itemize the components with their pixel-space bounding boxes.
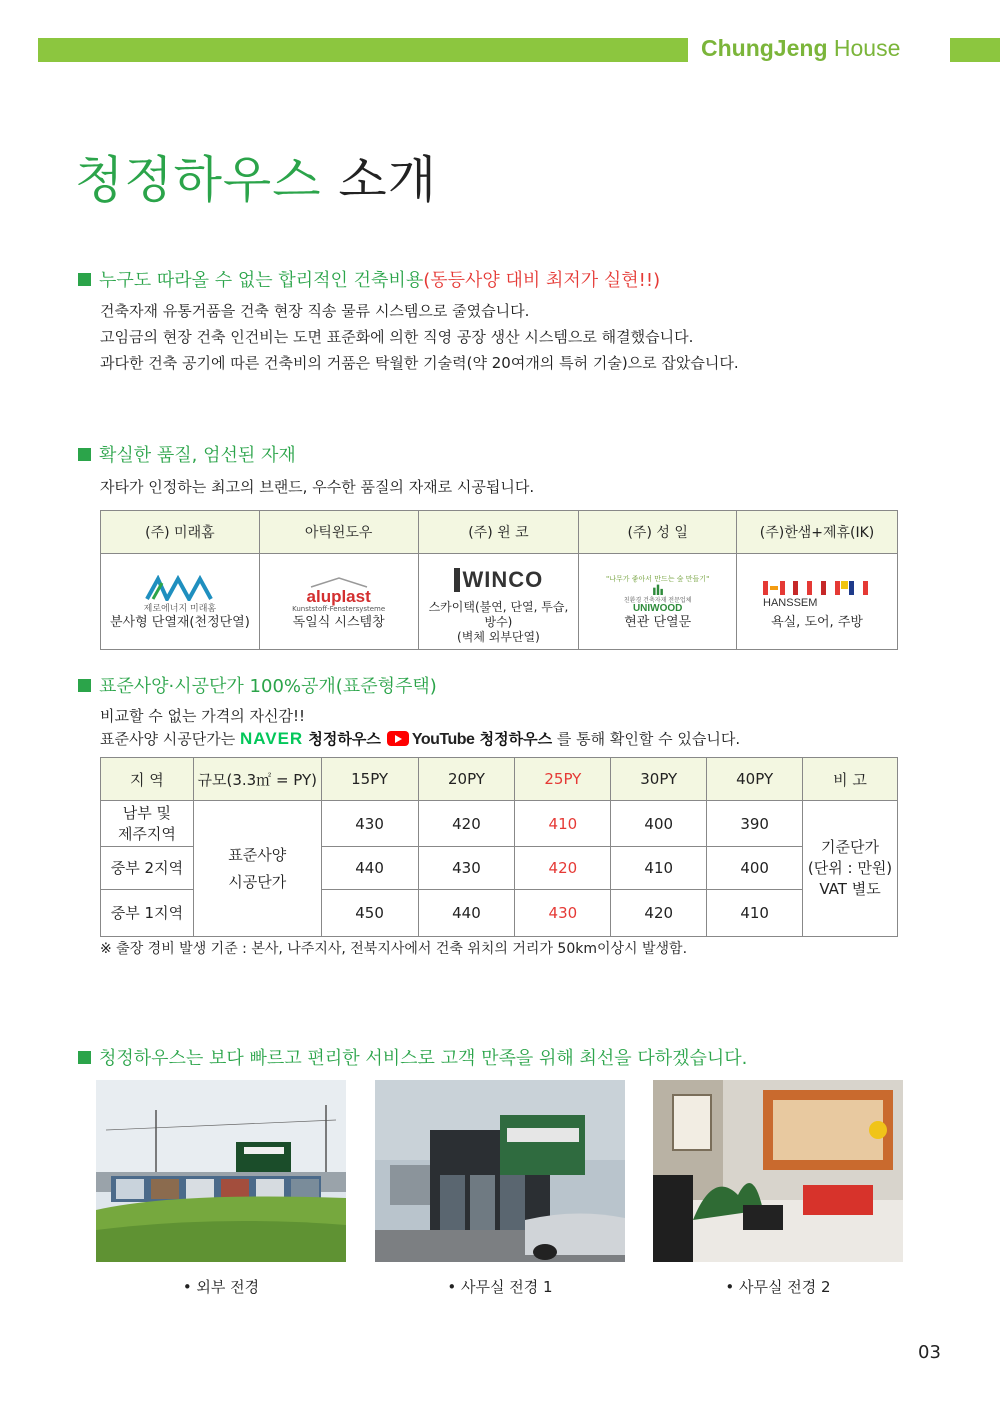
col-header: 20PY [418, 758, 515, 801]
title-black: 소개 [321, 151, 437, 209]
miraehome-logo-icon: 제로에너지 미래홈 [105, 574, 255, 614]
col-header: 30PY [611, 758, 707, 801]
col-header: 40PY [707, 758, 803, 801]
top-banner [38, 35, 962, 62]
price-cell: 410 [611, 847, 707, 890]
banner-stripe-right [950, 38, 1000, 62]
col-header: 15PY [321, 758, 418, 801]
price-table [100, 757, 898, 937]
spec-cell: 표준사양 시공단가 [193, 801, 321, 937]
price-cell: 420 [515, 847, 611, 890]
region-cell: 중부 2지역 [101, 847, 194, 890]
brand-cell-miraehome: 제로에너지 미래홈 분사형 단열재(천정단열) [101, 554, 260, 650]
col-header: 규모(3.3㎡ = PY) [193, 758, 321, 801]
brand-cell-hanssem: HANSSEM 욕실, 도어, 주방 [737, 554, 898, 650]
photo-caption: • 사무실 전경 2 [725, 1278, 831, 1296]
winco-logo-icon: WINCO [423, 560, 575, 600]
brand-name: ChungJeng House [701, 35, 901, 61]
section3-line2: 표준사양 시공단가는 NAVER 청정하우스 YouTube 청정하우스 를 통해 확인할 수 있습니다. [100, 729, 741, 748]
brand-cell-uniwood: "나무가 좋아서 만드는 숲 만들기" 친환경 건축자재 전문업체 UNIWOOD 현관 단열문 [579, 554, 737, 650]
section2-body: 자타가 인정하는 최고의 브랜드, 우수한 품질의 자재로 시공됩니다. [100, 478, 535, 496]
section3-heading: 표준사양·시공단가 100%공개(표준형주택) [78, 672, 437, 698]
bullet-square-icon [78, 679, 91, 692]
brand-company: (주) 윈 코 [418, 511, 579, 554]
page-title [75, 140, 437, 212]
brand-cell-aluplast: aluplast Kunststoff-Fenstersysteme 독일식 시스템창 [259, 554, 418, 650]
brand-company: (주)한샘+제휴(IK) [737, 511, 898, 554]
bullet-square-icon [78, 1051, 91, 1064]
aluplast-logo-icon: aluplast Kunststoff-Fenstersysteme [264, 574, 414, 614]
uniwood-logo-icon: "나무가 좋아서 만드는 숲 만들기" 친환경 건축자재 전문업체 UNIWOOD [606, 575, 710, 614]
price-cell: 450 [321, 890, 418, 937]
bullet-square-icon [78, 273, 91, 286]
section2-heading: 확실한 품질, 엄선된 자재 [78, 441, 296, 467]
naver-logo-icon: NAVER [239, 729, 304, 748]
price-cell: 430 [418, 847, 515, 890]
title-green: 청정하우스 [75, 151, 322, 209]
brand-cell-winco: WINCO 스카이택(불연, 단열, 투습, 방수) (벽체 외부단열) [418, 554, 579, 650]
region-cell: 남부 및 제주지역 [101, 801, 194, 847]
photo-caption: • 외부 전경 [182, 1278, 260, 1296]
exterior-photo [96, 1080, 346, 1262]
col-header: 25PY [515, 758, 611, 801]
photo-caption: • 사무실 전경 1 [447, 1278, 553, 1296]
travel-fee-note: ※ 출장 경비 발생 기준 : 본사, 나주지사, 전북지사에서 건축 위치의 거리가 50km이상시 발생함. [100, 941, 688, 957]
price-cell: 420 [418, 801, 515, 847]
price-cell: 390 [707, 801, 803, 847]
youtube-logo-text: YouTube [411, 731, 475, 748]
section1-heading: 누구도 따라올 수 없는 합리적인 건축비용 (동등사양 대비 최저가 실현!!) [78, 266, 660, 292]
col-header: 지 역 [101, 758, 194, 801]
price-cell: 440 [321, 847, 418, 890]
table-row [101, 801, 898, 847]
remark-cell: 기준단가 (단위 : 만원) VAT 별도 [803, 801, 898, 937]
hanssem-logo-icon: HANSSEM [741, 574, 893, 614]
brand-company: (주) 성 일 [579, 511, 737, 554]
brand-company: (주) 미래홈 [101, 511, 260, 554]
price-cell: 400 [611, 801, 707, 847]
banner-stripe-left [38, 38, 688, 62]
section3-line1: 비교할 수 없는 가격의 자신감!! [100, 707, 305, 725]
price-cell: 430 [321, 801, 418, 847]
office-photo-2 [653, 1080, 903, 1262]
brand-company: 아틱윈도우 [259, 511, 418, 554]
price-cell: 440 [418, 890, 515, 937]
section4-heading: 청정하우스는 보다 빠르고 편리한 서비스로 고객 만족을 위해 최선을 다하겠습니다. [78, 1044, 747, 1070]
region-cell: 중부 1지역 [101, 890, 194, 937]
price-cell: 400 [707, 847, 803, 890]
youtube-play-icon [387, 731, 409, 746]
price-cell: 420 [611, 890, 707, 937]
col-header: 비 고 [803, 758, 898, 801]
price-cell: 410 [707, 890, 803, 937]
page-number: 03 [918, 1342, 941, 1363]
price-cell: 410 [515, 801, 611, 847]
price-cell: 430 [515, 890, 611, 937]
office-photo-1 [375, 1080, 625, 1262]
section1-body: 건축자재 유통거품을 건축 현장 직송 물류 시스템으로 줄였습니다. 고임금의 현장 건축 인건비는 도면 표준화에 의한 직영 공장 생산 시스템으로 해결했습니다. 과다한 건축 공기에 따른 건축비의 거품은 탁월한 기술력(약 20여개의 특허 기술)으로 잡았습니다. [100, 302, 739, 372]
bullet-square-icon [78, 448, 91, 461]
brand-table [100, 510, 898, 650]
